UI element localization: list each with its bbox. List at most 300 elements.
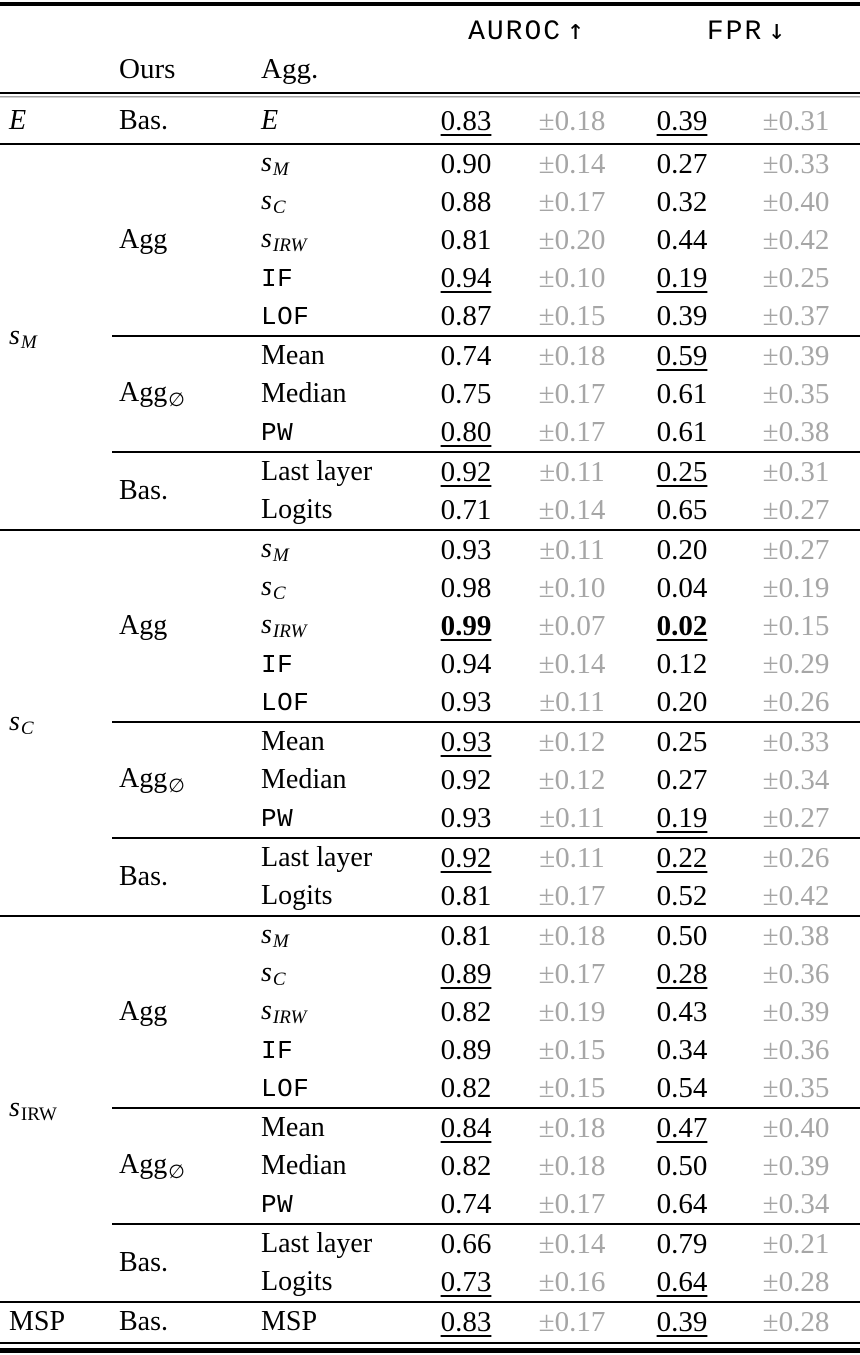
agg-label: $s_C$: [261, 956, 286, 991]
table-row: [0, 1224, 860, 1263]
agg-label: $s_C$: [261, 184, 286, 219]
auroc-value-cell: [420, 569, 512, 607]
fpr-std-cell: ±0.31: [732, 452, 860, 491]
auroc-std-cell: ±0.11: [512, 530, 632, 569]
group-label-cell: [0, 99, 112, 144]
ours-label: Bas.: [119, 1247, 168, 1279]
agg-cell: [254, 1069, 420, 1108]
fpr-value-cell: [632, 955, 732, 993]
auroc-value-cell: [420, 1263, 512, 1302]
ours-cell: [112, 1108, 254, 1224]
auroc-value: 0.82: [440, 995, 492, 1028]
agg-cell: [254, 183, 420, 221]
auroc-value-cell: [420, 722, 512, 761]
auroc-std-cell: ±0.11: [539, 801, 605, 834]
fpr-label: FPR: [706, 16, 764, 48]
table-row: [0, 1302, 860, 1341]
auroc-std-cell: ±0.17: [512, 1302, 632, 1341]
auroc-value: 0.82: [440, 1149, 492, 1182]
group-label-cell: [0, 144, 112, 530]
group-label: $s_{IRW}$: [9, 1091, 57, 1126]
fpr-value-cell: [632, 1302, 732, 1341]
table-body: [0, 99, 860, 1341]
ours-cell: [112, 722, 254, 838]
fpr-value-cell: [632, 1224, 732, 1263]
auroc-std-cell: ±0.20: [538, 223, 606, 256]
agg-cell: [254, 877, 420, 916]
agg-cell: [254, 221, 420, 259]
fpr-std-cell: ±0.40: [732, 1108, 860, 1147]
auroc-std-cell: ±0.16: [538, 1265, 606, 1298]
fpr-std-cell: ±0.33: [732, 722, 860, 761]
col-header-auroc: [420, 7, 632, 47]
fpr-value-cell: [632, 336, 732, 375]
auroc-value: 0.93: [440, 801, 492, 834]
agg-cell: [254, 993, 420, 1031]
agg-label: Mean: [261, 1112, 325, 1144]
auroc-value: 0.92: [440, 763, 492, 796]
auroc-std-cell: ±0.11: [512, 838, 632, 877]
fpr-value: 0.44: [656, 223, 708, 256]
fpr-std-cell: ±0.39: [762, 1149, 830, 1182]
agg-label: $s_{IRW}$: [261, 608, 307, 643]
fpr-std-cell: ±0.21: [732, 1224, 860, 1263]
ours-cell: [112, 336, 254, 452]
ours-cell: [112, 1224, 254, 1302]
auroc-value: 0.71: [440, 493, 492, 526]
auroc-value-cell: [420, 1108, 512, 1147]
fpr-std-cell: ±0.39: [762, 995, 830, 1028]
auroc-value-cell: [420, 259, 512, 297]
fpr-value-cell: [632, 413, 732, 452]
fpr-value: 0.22: [656, 841, 708, 874]
group-label-cell: [0, 916, 112, 1302]
fpr-value: 0.28: [656, 957, 708, 990]
agg-label: Logits: [261, 1266, 333, 1298]
agg-cell: [254, 1031, 420, 1069]
ours-label: Agg: [119, 996, 168, 1028]
table-row: [0, 336, 860, 375]
agg-label: PW: [261, 417, 294, 448]
auroc-value: 0.84: [440, 1111, 492, 1144]
auroc-value-cell: [420, 1031, 512, 1069]
auroc-value: 0.89: [440, 1033, 492, 1066]
fpr-value-cell: [632, 993, 732, 1031]
group-label: E: [9, 105, 27, 137]
auroc-std-cell: ±0.14: [512, 1224, 632, 1263]
auroc-std-cell: ±0.17: [538, 1187, 606, 1220]
auroc-value: 0.82: [440, 1071, 492, 1104]
fpr-std-cell: ±0.19: [762, 571, 830, 604]
fpr-std-cell: ±0.35: [762, 377, 830, 410]
agg-cell: [254, 683, 420, 722]
auroc-value-cell: [420, 838, 512, 877]
fpr-std-cell: ±0.27: [762, 801, 830, 834]
auroc-value-cell: [420, 452, 512, 491]
auroc-value: 0.94: [440, 647, 492, 680]
group-label: MSP: [9, 1306, 66, 1338]
agg-cell: [254, 336, 420, 375]
fpr-value: 0.27: [656, 763, 708, 796]
fpr-value: 0.25: [656, 725, 708, 758]
auroc-value: 0.92: [440, 841, 492, 874]
table-header: [0, 0, 860, 99]
fpr-value: 0.64: [656, 1187, 708, 1220]
auroc-std-cell: ±0.18: [538, 104, 606, 137]
auroc-std-cell: ±0.14: [538, 493, 606, 526]
fpr-value-cell: [632, 722, 732, 761]
agg-label: $s_C$: [261, 570, 286, 605]
auroc-value-cell: [420, 297, 512, 336]
auroc-value: 0.89: [440, 957, 492, 990]
group-label: $s_M$: [9, 319, 37, 354]
fpr-std-cell: ±0.29: [762, 647, 830, 680]
auroc-std-cell: ±0.12: [538, 763, 606, 796]
table-row: [0, 530, 860, 569]
fpr-value: 0.04: [656, 571, 708, 604]
fpr-value: 0.20: [656, 685, 708, 718]
group-label: $s_C$: [9, 705, 34, 740]
auroc-value-cell: [420, 491, 512, 530]
agg-label: Last layer: [261, 1228, 373, 1260]
agg-cell: [254, 413, 420, 452]
auroc-value-cell: [420, 1185, 512, 1224]
agg-cell: [254, 1108, 420, 1147]
fpr-std-cell: ±0.39: [732, 336, 860, 375]
auroc-std-cell: ±0.12: [512, 722, 632, 761]
auroc-std-cell: ±0.17: [538, 185, 606, 218]
fpr-value-cell: [632, 99, 732, 144]
agg-label: $s_M$: [261, 146, 289, 181]
auroc-value: 0.75: [440, 377, 492, 410]
agg-cell: [254, 1263, 420, 1302]
agg-label: Last layer: [261, 842, 373, 874]
agg-label: Last layer: [261, 456, 373, 488]
ours-cell: [112, 530, 254, 722]
sub-header-row: [0, 47, 860, 92]
table-row: [0, 99, 860, 144]
fpr-std-cell: ±0.31: [762, 104, 830, 137]
auroc-value-cell: [420, 336, 512, 375]
auroc-label: AUROC: [468, 16, 563, 48]
fpr-value: 0.50: [656, 919, 708, 952]
auroc-std-cell: ±0.11: [539, 685, 605, 718]
agg-label: E: [261, 105, 279, 137]
agg-label: LOF: [261, 301, 310, 332]
fpr-std-cell: ±0.40: [762, 185, 830, 218]
fpr-std-cell: ±0.34: [762, 763, 830, 796]
fpr-value: 0.32: [656, 185, 708, 218]
fpr-value: 0.59: [656, 339, 708, 372]
fpr-value-cell: [632, 221, 732, 259]
agg-cell: [254, 375, 420, 413]
table-row: [0, 1108, 860, 1147]
agg-label: IF: [261, 649, 294, 680]
ours-cell: [112, 916, 254, 1108]
agg-cell: [254, 722, 420, 761]
auroc-value: 0.92: [440, 455, 492, 488]
agg-cell: [254, 799, 420, 838]
fpr-value: 0.54: [656, 1071, 708, 1104]
fpr-value-cell: [632, 916, 732, 955]
fpr-value-cell: [632, 645, 732, 683]
fpr-std-cell: ±0.25: [762, 261, 830, 294]
fpr-value: 0.79: [656, 1227, 708, 1260]
ours-label: Agg$_\emptyset$: [119, 1149, 185, 1183]
fpr-value-cell: [632, 1147, 732, 1185]
auroc-std-cell: ±0.17: [538, 957, 606, 990]
fpr-value-cell: [632, 491, 732, 530]
col-header-agg: Agg.: [261, 53, 319, 86]
auroc-std-cell: ±0.18: [512, 1108, 632, 1147]
auroc-value-cell: [420, 916, 512, 955]
fpr-std-cell: ±0.26: [762, 685, 830, 718]
agg-label: Logits: [261, 880, 333, 912]
fpr-value-cell: [632, 1108, 732, 1147]
auroc-value: 0.74: [440, 1187, 492, 1220]
agg-cell: [254, 761, 420, 799]
fpr-value: 0.27: [656, 147, 708, 180]
fpr-value-cell: [632, 1263, 732, 1302]
ours-label: Bas.: [119, 475, 168, 507]
ours-label: Bas.: [119, 861, 168, 893]
agg-cell: [254, 530, 420, 569]
table-row: [0, 452, 860, 491]
table-row: [0, 144, 860, 183]
ours-cell: [112, 99, 254, 144]
fpr-std-cell: ±0.28: [762, 1265, 830, 1298]
auroc-std-cell: ±0.18: [512, 916, 632, 955]
auroc-value-cell: [420, 761, 512, 799]
ours-cell: [112, 838, 254, 916]
auroc-value: 0.81: [440, 919, 492, 952]
auroc-value-cell: [420, 413, 512, 452]
auroc-std-cell: ±0.07: [538, 609, 606, 642]
agg-cell: [254, 1147, 420, 1185]
agg-label: LOF: [261, 687, 310, 718]
fpr-std-cell: ±0.28: [732, 1302, 860, 1341]
auroc-value-cell: [420, 1147, 512, 1185]
group-label-cell: [0, 1302, 112, 1341]
col-header-ours: Ours: [119, 53, 176, 86]
agg-label: PW: [261, 1189, 294, 1220]
fpr-std-cell: ±0.36: [762, 1033, 830, 1066]
fpr-value-cell: [632, 683, 732, 722]
auroc-value-cell: [420, 799, 512, 838]
table-footer: [0, 1341, 860, 1355]
auroc-value: 0.99: [440, 609, 492, 642]
fpr-std-cell: ±0.42: [762, 223, 830, 256]
fpr-value-cell: [632, 838, 732, 877]
auroc-value-cell: [420, 993, 512, 1031]
group-label-cell: [0, 530, 112, 916]
fpr-value: 0.19: [656, 801, 708, 834]
fpr-std-cell: ±0.38: [762, 415, 830, 448]
ours-label: Agg$_\emptyset$: [119, 377, 185, 411]
agg-label: Median: [261, 1150, 347, 1182]
auroc-std-cell: ±0.17: [538, 415, 606, 448]
fpr-std-cell: ±0.27: [732, 530, 860, 569]
fpr-value: 0.02: [656, 609, 708, 642]
fpr-std-cell: ±0.27: [762, 493, 830, 526]
agg-label: $s_M$: [261, 532, 289, 567]
fpr-std-cell: ±0.26: [732, 838, 860, 877]
agg-label: Median: [261, 378, 347, 410]
auroc-value: 0.94: [440, 261, 492, 294]
auroc-value: 0.88: [440, 185, 492, 218]
auroc-value-cell: [420, 1069, 512, 1108]
auroc-std-cell: ±0.14: [512, 144, 632, 183]
agg-cell: [254, 99, 420, 144]
auroc-value: 0.93: [440, 725, 492, 758]
auroc-value: 0.74: [440, 339, 492, 372]
fpr-std-cell: ±0.35: [762, 1071, 830, 1104]
auroc-value-cell: [420, 607, 512, 645]
agg-label: MSP: [261, 1306, 318, 1338]
down-arrow-icon: ↓: [768, 12, 786, 46]
fpr-value: 0.19: [656, 261, 708, 294]
fpr-value-cell: [632, 569, 732, 607]
fpr-value: 0.25: [656, 455, 708, 488]
agg-label: Mean: [261, 726, 325, 758]
ours-label: Bas.: [119, 1306, 168, 1338]
fpr-value: 0.64: [656, 1265, 708, 1298]
auroc-value-cell: [420, 99, 512, 144]
fpr-value-cell: [632, 1069, 732, 1108]
fpr-value: 0.20: [656, 533, 708, 566]
fpr-std-cell: ±0.15: [762, 609, 830, 642]
fpr-value: 0.39: [656, 299, 708, 332]
ours-cell: [112, 452, 254, 530]
ours-label: Bas.: [119, 105, 168, 137]
agg-cell: [254, 569, 420, 607]
ours-label: Agg$_\emptyset$: [119, 763, 185, 797]
ours-cell: [112, 1302, 254, 1341]
fpr-value-cell: [632, 761, 732, 799]
agg-label: LOF: [261, 1073, 310, 1104]
fpr-std-cell: ±0.42: [762, 879, 830, 912]
auroc-value-cell: [420, 645, 512, 683]
agg-label: $s_{IRW}$: [261, 994, 307, 1029]
auroc-value: 0.98: [440, 571, 492, 604]
auroc-std-cell: ±0.17: [538, 377, 606, 410]
agg-label: PW: [261, 803, 294, 834]
agg-cell: [254, 452, 420, 491]
agg-cell: [254, 491, 420, 530]
ours-cell: [112, 144, 254, 336]
fpr-std-cell: ±0.37: [762, 299, 830, 332]
ours-label: Agg: [119, 610, 168, 642]
ours-label: Agg: [119, 224, 168, 256]
auroc-std-cell: ±0.15: [538, 1071, 606, 1104]
auroc-value: 0.83: [440, 104, 492, 137]
fpr-value-cell: [632, 799, 732, 838]
auroc-std-cell: ±0.11: [512, 452, 632, 491]
agg-cell: [254, 1185, 420, 1224]
auroc-std-cell: ±0.10: [538, 571, 606, 604]
table-row: [0, 916, 860, 955]
auroc-value-cell: [420, 144, 512, 183]
agg-label: $s_M$: [261, 918, 289, 953]
agg-cell: [254, 259, 420, 297]
auroc-value: 0.93: [440, 685, 492, 718]
auroc-std-cell: ±0.19: [538, 995, 606, 1028]
agg-label: Mean: [261, 340, 325, 372]
fpr-value: 0.43: [656, 995, 708, 1028]
fpr-std-cell: ±0.34: [762, 1187, 830, 1220]
agg-cell: [254, 916, 420, 955]
agg-cell: [254, 645, 420, 683]
auroc-std-cell: ±0.10: [538, 261, 606, 294]
fpr-value: 0.12: [656, 647, 708, 680]
agg-cell: [254, 955, 420, 993]
auroc-value-cell: [420, 221, 512, 259]
auroc-value-cell: [420, 530, 512, 569]
fpr-value-cell: [632, 144, 732, 183]
auroc-value: 0.81: [440, 223, 492, 256]
fpr-value: 0.52: [656, 879, 708, 912]
fpr-value-cell: [632, 877, 732, 916]
auroc-value-cell: [420, 877, 512, 916]
fpr-value-cell: [632, 297, 732, 336]
agg-label: Logits: [261, 494, 333, 526]
auroc-std-cell: ±0.15: [538, 299, 606, 332]
fpr-value: 0.65: [656, 493, 708, 526]
fpr-std-cell: ±0.38: [732, 916, 860, 955]
table-row: [0, 722, 860, 761]
agg-label: $s_{IRW}$: [261, 222, 307, 257]
fpr-value-cell: [632, 1185, 732, 1224]
auroc-value: 0.93: [440, 533, 492, 566]
auroc-value: 0.83: [440, 1305, 492, 1338]
agg-cell: [254, 838, 420, 877]
agg-label: IF: [261, 1035, 294, 1066]
auroc-value: 0.73: [440, 1265, 492, 1298]
auroc-value-cell: [420, 375, 512, 413]
fpr-value: 0.61: [656, 415, 708, 448]
agg-cell: [254, 1302, 420, 1341]
auroc-value: 0.81: [440, 879, 492, 912]
agg-label: IF: [261, 263, 294, 294]
auroc-value: 0.66: [440, 1227, 492, 1260]
top-rule: [0, 0, 860, 7]
agg-label: Median: [261, 764, 347, 796]
fpr-value: 0.34: [656, 1033, 708, 1066]
auroc-std-cell: ±0.18: [538, 1149, 606, 1182]
fpr-value: 0.47: [656, 1111, 708, 1144]
metric-header-row: [0, 7, 860, 47]
bottom-rule: [0, 1341, 860, 1355]
auroc-std-cell: ±0.14: [538, 647, 606, 680]
auroc-value: 0.87: [440, 299, 492, 332]
agg-cell: [254, 607, 420, 645]
agg-cell: [254, 297, 420, 336]
fpr-value: 0.39: [656, 104, 708, 137]
auroc-value: 0.80: [440, 415, 492, 448]
auroc-std-cell: ±0.17: [538, 879, 606, 912]
auroc-value: 0.90: [440, 147, 492, 180]
fpr-value: 0.61: [656, 377, 708, 410]
up-arrow-icon: ↑: [567, 12, 584, 46]
header-rule: [0, 92, 860, 99]
agg-cell: [254, 1224, 420, 1263]
fpr-value-cell: [632, 452, 732, 491]
fpr-value: 0.50: [656, 1149, 708, 1182]
auroc-value-cell: [420, 1302, 512, 1341]
fpr-value-cell: [632, 607, 732, 645]
fpr-value-cell: [632, 259, 732, 297]
fpr-value-cell: [632, 375, 732, 413]
